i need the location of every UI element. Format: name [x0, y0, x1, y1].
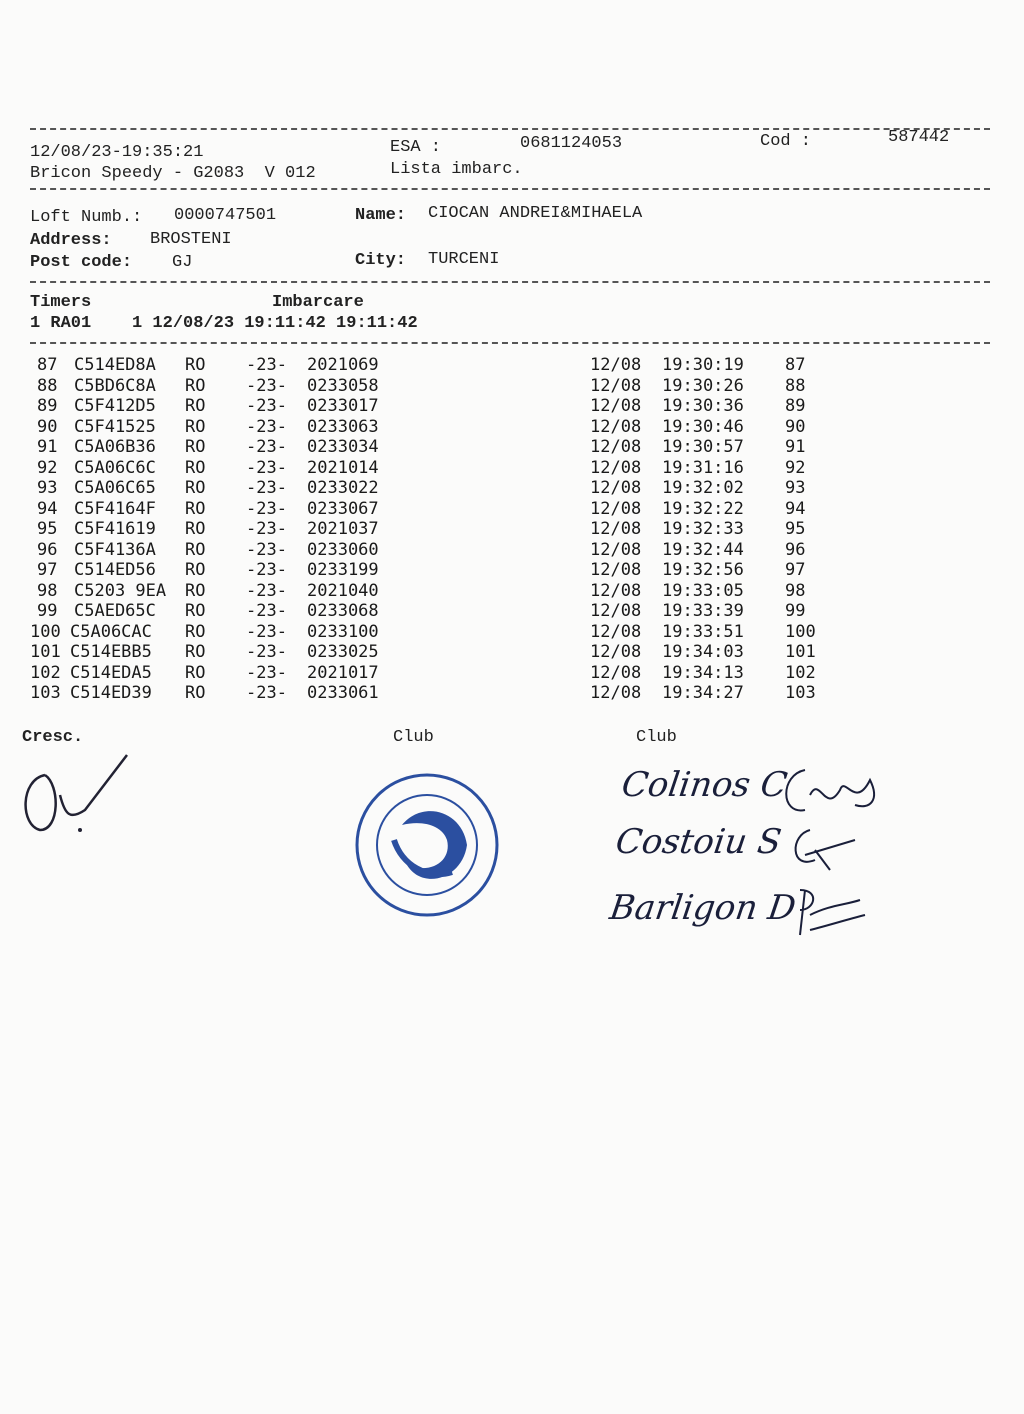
- postcode-value: GJ: [172, 253, 193, 272]
- chip-id: C514EBB5: [70, 642, 152, 662]
- chip-id: C5F4164F: [74, 498, 156, 519]
- arrival-index: 91: [785, 437, 806, 457]
- country: RO: [185, 478, 206, 498]
- arrival-index: 102: [785, 662, 816, 683]
- country: RO: [185, 375, 206, 396]
- ring-number: 0233061: [307, 683, 379, 703]
- ring-number: 0233199: [307, 560, 379, 580]
- chip-id: C5F41525: [74, 416, 156, 437]
- address-label: Address:: [30, 231, 112, 250]
- arrival-time: 19:32:44: [662, 539, 744, 560]
- name-value: CIOCAN ANDREI&MIHAELA: [428, 204, 643, 223]
- table-row: [0, 540, 1024, 560]
- arrival-date: 12/08: [590, 457, 642, 478]
- country: RO: [185, 601, 206, 621]
- chip-id: C5F41619: [74, 519, 156, 539]
- table-row: [0, 376, 1024, 396]
- arrival-index: 98: [785, 580, 806, 601]
- chip-id: C5BD6C8A: [74, 375, 156, 396]
- table-row: [0, 478, 1024, 498]
- country: RO: [185, 642, 206, 662]
- divider: [30, 281, 990, 283]
- arrival-date: 12/08: [590, 498, 642, 519]
- divider: [30, 188, 990, 190]
- chip-id: C5203 9EA: [74, 580, 167, 601]
- arrival-time: 19:32:56: [662, 560, 744, 580]
- arrival-date: 12/08: [590, 621, 642, 642]
- row-number: 98: [37, 580, 58, 601]
- timer-line: 1 RA01 1 12/08/23 19:11:42 19:11:42: [30, 314, 418, 333]
- row-number: 93: [37, 478, 58, 498]
- arrival-date: 12/08: [590, 601, 642, 621]
- arrival-time: 19:30:36: [662, 396, 744, 416]
- arrival-date: 12/08: [590, 375, 642, 396]
- ring-number: 0233058: [307, 375, 379, 396]
- country: RO: [185, 539, 206, 560]
- arrival-date: 12/08: [590, 437, 642, 457]
- club-initial-signatures: [780, 755, 900, 945]
- row-number: 91: [37, 437, 58, 457]
- ring-number: 0233068: [307, 601, 379, 621]
- arrival-date: 12/08: [590, 560, 642, 580]
- arrival-date: 12/08: [590, 580, 642, 601]
- city-label: City:: [355, 251, 407, 270]
- year: -23-: [246, 396, 287, 416]
- arrival-index: 100: [785, 621, 816, 642]
- chip-id: C5F4136A: [74, 539, 156, 560]
- ring-number: 0233022: [307, 478, 379, 498]
- country: RO: [185, 457, 206, 478]
- postcode-label: Post code:: [30, 253, 133, 272]
- divider: [30, 342, 990, 344]
- row-number: 88: [37, 375, 58, 396]
- row-number: 95: [37, 519, 58, 539]
- ring-number: 2021037: [307, 519, 379, 539]
- country: RO: [185, 355, 206, 375]
- arrival-time: 19:32:02: [662, 478, 744, 498]
- table-row: [0, 417, 1024, 437]
- ring-number: 0233100: [307, 621, 379, 642]
- year: -23-: [246, 580, 287, 601]
- ring-number: 0233067: [307, 498, 379, 519]
- chip-id: C5A06B36: [74, 437, 156, 457]
- arrival-date: 12/08: [590, 683, 642, 703]
- arrival-date: 12/08: [590, 355, 642, 375]
- row-number: 101: [30, 642, 61, 662]
- arrival-index: 97: [785, 560, 806, 580]
- arrival-time: 19:32:33: [662, 519, 744, 539]
- chip-id: C514ED56: [74, 560, 156, 580]
- arrival-index: 96: [785, 539, 806, 560]
- arrival-date: 12/08: [590, 396, 642, 416]
- club-member-name-3: Barligon D: [607, 888, 799, 928]
- country: RO: [185, 662, 206, 683]
- row-number: 97: [37, 560, 58, 580]
- year: -23-: [246, 539, 287, 560]
- arrival-time: 19:34:27: [662, 683, 744, 703]
- arrival-time: 19:33:05: [662, 580, 744, 601]
- table-row: [0, 642, 1024, 662]
- arrival-index: 88: [785, 375, 806, 396]
- device-info: Bricon Speedy - G2083 V 012: [30, 164, 316, 183]
- arrival-index: 87: [785, 355, 806, 375]
- row-number: 103: [30, 683, 61, 703]
- divider: [30, 128, 990, 130]
- list-title: Lista imbarc.: [390, 160, 523, 179]
- breeder-signature: [15, 750, 135, 840]
- timers-label: Timers: [30, 293, 92, 312]
- table-row: [0, 355, 1024, 375]
- arrival-time: 19:32:22: [662, 498, 744, 519]
- year: -23-: [246, 519, 287, 539]
- row-number: 102: [30, 662, 61, 683]
- arrival-time: 19:31:16: [662, 457, 744, 478]
- row-number: 94: [37, 498, 58, 519]
- arrival-date: 12/08: [590, 519, 642, 539]
- esa-value: 0681124053: [520, 134, 623, 153]
- ring-number: 0233060: [307, 539, 379, 560]
- arrival-time: 19:30:46: [662, 416, 744, 437]
- arrival-index: 93: [785, 478, 806, 498]
- chip-id: C5F412D5: [74, 396, 156, 416]
- arrival-index: 94: [785, 498, 806, 519]
- arrival-time: 19:30:57: [662, 437, 744, 457]
- year: -23-: [246, 642, 287, 662]
- arrival-time: 19:33:51: [662, 621, 744, 642]
- row-number: 96: [37, 539, 58, 560]
- row-number: 89: [37, 396, 58, 416]
- ring-number: 0233063: [307, 416, 379, 437]
- year: -23-: [246, 375, 287, 396]
- country: RO: [185, 580, 206, 601]
- imbarcare-label: Imbarcare: [272, 293, 364, 312]
- year: -23-: [246, 416, 287, 437]
- arrival-index: 99: [785, 601, 806, 621]
- arrival-index: 95: [785, 519, 806, 539]
- table-row: [0, 560, 1024, 580]
- chip-id: C5A06CAC: [70, 621, 152, 642]
- table-row: [0, 663, 1024, 683]
- row-number: 87: [37, 355, 58, 375]
- ring-number: 0233034: [307, 437, 379, 457]
- country: RO: [185, 396, 206, 416]
- year: -23-: [246, 662, 287, 683]
- club-label: Club: [636, 728, 677, 747]
- arrival-date: 12/08: [590, 539, 642, 560]
- year: -23-: [246, 601, 287, 621]
- table-row: [0, 581, 1024, 601]
- arrival-time: 19:34:13: [662, 662, 744, 683]
- row-number: 100: [30, 621, 61, 642]
- club-stamp: [352, 770, 502, 920]
- arrival-index: 101: [785, 642, 816, 662]
- year: -23-: [246, 437, 287, 457]
- print-datetime: 12/08/23-19:35:21: [30, 143, 204, 162]
- breeder-label: Cresc.: [22, 728, 84, 747]
- cod-value: 587442: [888, 128, 950, 147]
- table-row: [0, 437, 1024, 457]
- arrival-time: 19:34:03: [662, 642, 744, 662]
- chip-id: C5AED65C: [74, 601, 156, 621]
- table-row: [0, 601, 1024, 621]
- arrival-time: 19:30:19: [662, 355, 744, 375]
- row-number: 99: [37, 601, 58, 621]
- arrival-date: 12/08: [590, 662, 642, 683]
- arrival-index: 103: [785, 683, 816, 703]
- chip-id: C514ED8A: [74, 355, 156, 375]
- city-value: TURCENI: [428, 250, 500, 269]
- country: RO: [185, 519, 206, 539]
- row-number: 90: [37, 416, 58, 437]
- country: RO: [185, 437, 206, 457]
- arrival-index: 90: [785, 416, 806, 437]
- chip-id: C5A06C6C: [74, 457, 156, 478]
- ring-number: 0233025: [307, 642, 379, 662]
- name-label: Name:: [355, 206, 407, 225]
- chip-id: C514EDA5: [70, 662, 152, 683]
- table-row: [0, 499, 1024, 519]
- table-row: [0, 622, 1024, 642]
- year: -23-: [246, 621, 287, 642]
- arrival-index: 89: [785, 396, 806, 416]
- year: -23-: [246, 478, 287, 498]
- ring-number: 2021069: [307, 355, 379, 375]
- table-row: [0, 396, 1024, 416]
- year: -23-: [246, 683, 287, 703]
- loft-label: Loft Numb.:: [30, 208, 143, 227]
- cod-label: Cod :: [760, 132, 812, 151]
- country: RO: [185, 560, 206, 580]
- esa-label: ESA :: [390, 138, 442, 157]
- ring-number: 2021014: [307, 457, 379, 478]
- country: RO: [185, 621, 206, 642]
- arrival-date: 12/08: [590, 642, 642, 662]
- chip-id: C514ED39: [70, 683, 152, 703]
- arrival-time: 19:33:39: [662, 601, 744, 621]
- loft-value: 0000747501: [174, 206, 277, 225]
- country: RO: [185, 498, 206, 519]
- country: RO: [185, 416, 206, 437]
- year: -23-: [246, 498, 287, 519]
- arrival-date: 12/08: [590, 416, 642, 437]
- arrival-index: 92: [785, 457, 806, 478]
- table-row: [0, 458, 1024, 478]
- ring-number: 0233017: [307, 396, 379, 416]
- chip-id: C5A06C65: [74, 478, 156, 498]
- year: -23-: [246, 457, 287, 478]
- country: RO: [185, 683, 206, 703]
- club-member-name-1: Colinos C: [619, 765, 790, 805]
- table-row: [0, 519, 1024, 539]
- table-row: [0, 683, 1024, 703]
- address-value: BROSTENI: [150, 230, 232, 249]
- year: -23-: [246, 560, 287, 580]
- club-label: Club: [393, 728, 434, 747]
- ring-number: 2021040: [307, 580, 379, 601]
- ring-number: 2021017: [307, 662, 379, 683]
- row-number: 92: [37, 457, 58, 478]
- club-member-name-2: Costoiu S: [613, 822, 784, 862]
- arrival-date: 12/08: [590, 478, 642, 498]
- year: -23-: [246, 355, 287, 375]
- arrival-time: 19:30:26: [662, 375, 744, 396]
